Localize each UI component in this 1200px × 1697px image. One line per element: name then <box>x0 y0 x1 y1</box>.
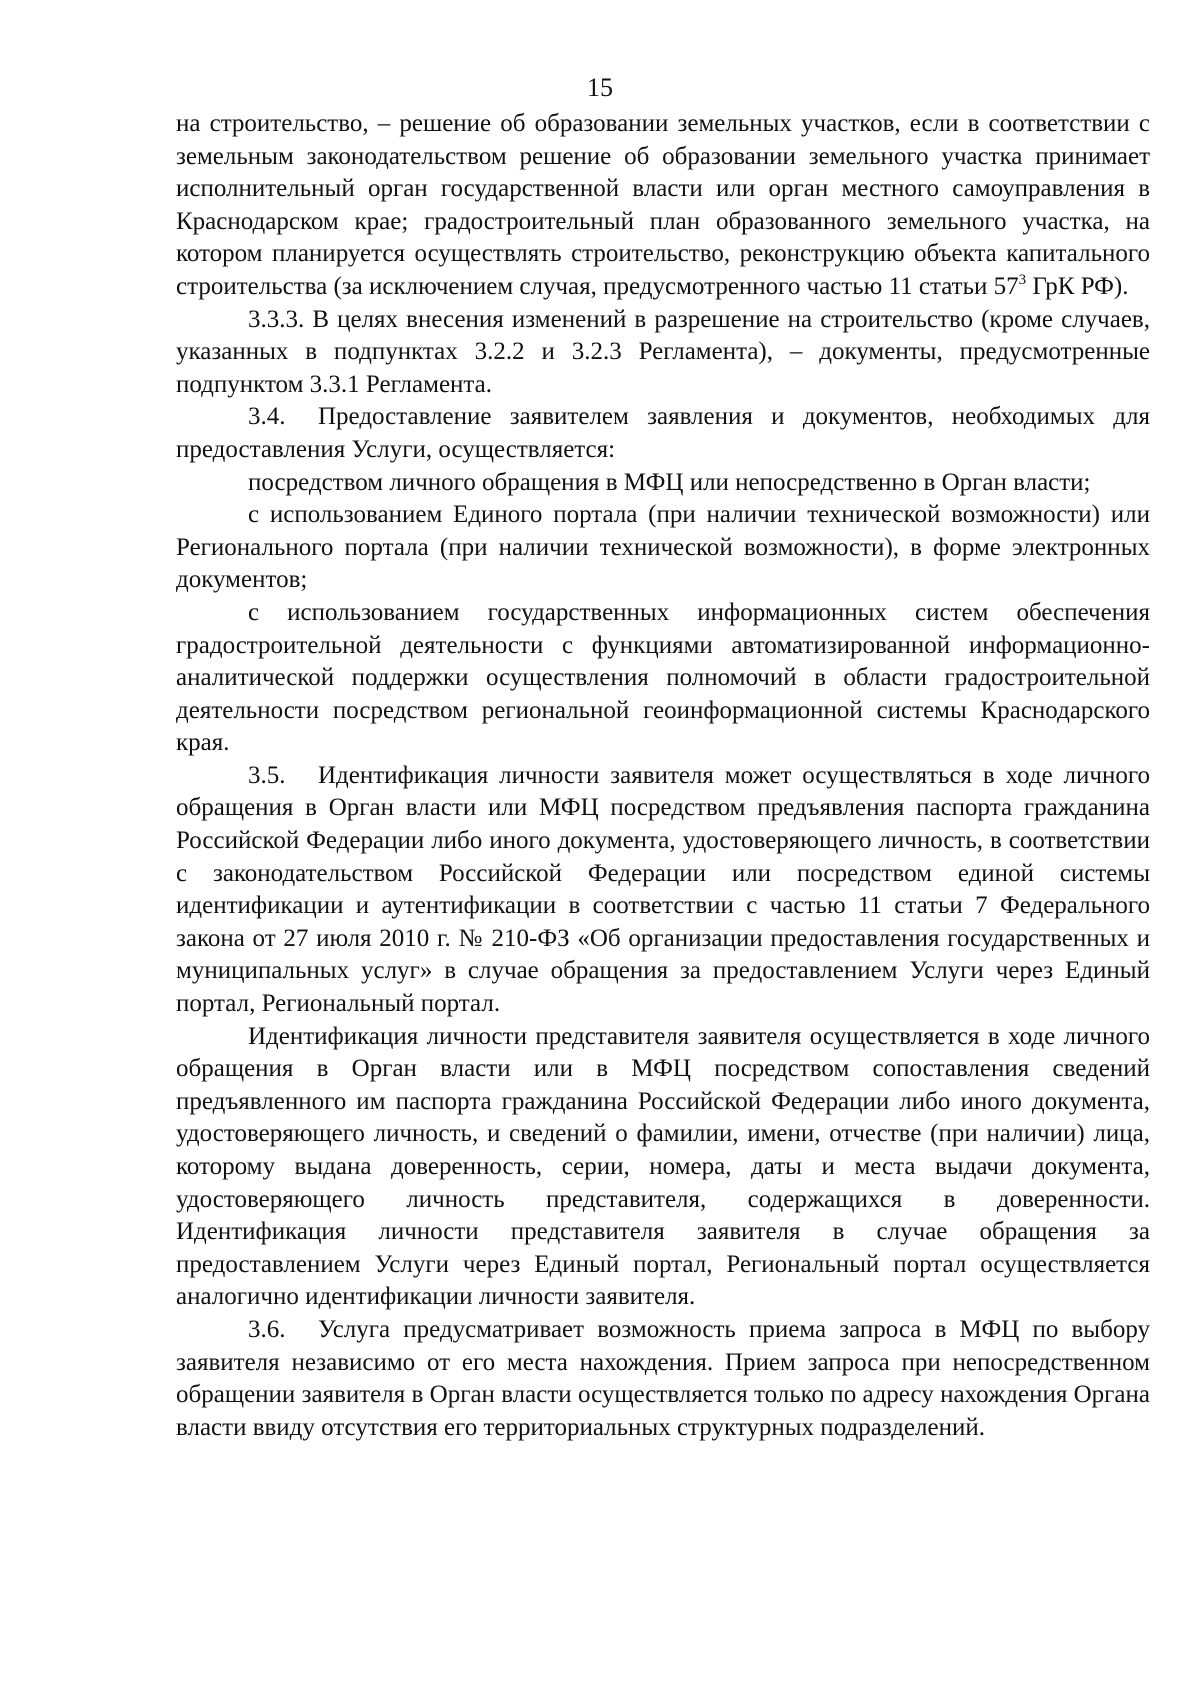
clause-number: 3.6. <box>248 1315 286 1343</box>
paragraph-text: Предоставление заявителем заявления и документов, необходимых для предоставления Услуги, осуществляется: <box>176 403 1150 463</box>
page-number: 15 <box>587 73 613 102</box>
paragraph-3-3-3: 3.3.3. В целях внесения изменений в разрешение на строительство (кроме случаев, указанных в подпунктах 3.2.2 и 3.2.3 Регламента), – документы, предусмотренные подпунктом 3.3.1 Регламента. <box>176 305 1150 398</box>
superscript: 3 <box>1018 271 1027 288</box>
paragraph-3-6 <box>176 1314 1150 1444</box>
paragraph-representative-identification: Идентификация личности представителя заявителя осуществляется в ходе личного обращения в Орган власти или в МФЦ посредством сопоставления сведений предъявленного им паспорта гражданина Российской Федерации либо иного документа, удостоверяющего личность, и сведений о фамилии, имени, отчестве (при наличии) лица, которому выдана доверенность, серии, номера, даты и места выдачи документа, удостоверяющего личность представителя, содержащихся в доверенности. Идентификация личности представителя заявителя в случае обращения за предоставлением Услуги через Единый портал, Региональный портал осуществляется аналогично идентификации личности заявителя. <box>176 1022 1150 1311</box>
document-body <box>176 108 1150 1444</box>
paragraph-3-5 <box>176 760 1150 1021</box>
list-item-portal: с использованием Единого портала (при наличии технической возможности) или Регионального портала (при наличии технической возможности), в форме электронных документов; <box>176 501 1150 594</box>
clause-number: 3.5. <box>248 761 286 789</box>
paragraph-continuation <box>176 108 1150 304</box>
clause-number: 3.4. <box>248 403 286 431</box>
list-item-gis: с использованием государственных информационных систем обеспечения градостроительной деятельности с функциями автоматизированной информационно-аналитической поддержки осуществления полномочий в области градостроительной деятельности посредством региональной геоинформационной системы Краснодарского края. <box>176 598 1150 757</box>
paragraph-text: Услуга предусматривает возможность приема запроса в МФЦ по выбору заявителя независимо от его места нахождения. Прием запроса при непосредственном обращении заявителя в Орган власти осуществляется только по адресу нахождения Органа власти ввиду отсутствия его территориальных структурных подразделений. <box>176 1315 1150 1441</box>
paragraph-text: Идентификация личности заявителя может осуществляться в ходе личного обращения в Орган власти или МФЦ посредством предъявления паспорта гражданина Российской Федерации либо иного документа, удостоверяющего личность, в соответствии с законодательством Российской Федерации или посредством единой системы идентификации и аутентификации в соответствии с частью 11 статьи 7 Федерального закона от 27 июля 2010 г. № 210-ФЗ «Об организации предоставления государственных и муниципальных услуг» в случае обращения за предоставлением Услуги через Единый портал, Региональный портал. <box>176 761 1150 1018</box>
paragraph-text-tail: ГрК РФ). <box>1026 272 1129 300</box>
paragraph-text: на строительство, – решение об образовании земельных участков, если в соответствии с земельным законодательством решение об образовании земельного участка принимает исполнительный орган государственной власти или орган местного самоуправления в Краснодарском крае; градостроительный план образованного земельного участка, на котором планируется осуществлять строительство, реконструкцию объекта капитального строительства (за исключением случая, предусмотренного частью 11 статьи 57 <box>176 110 1150 300</box>
list-item-personal-visit: посредством личного обращения в МФЦ или непосредственно в Орган власти; <box>248 468 1091 496</box>
paragraph-3-4 <box>176 401 1150 466</box>
